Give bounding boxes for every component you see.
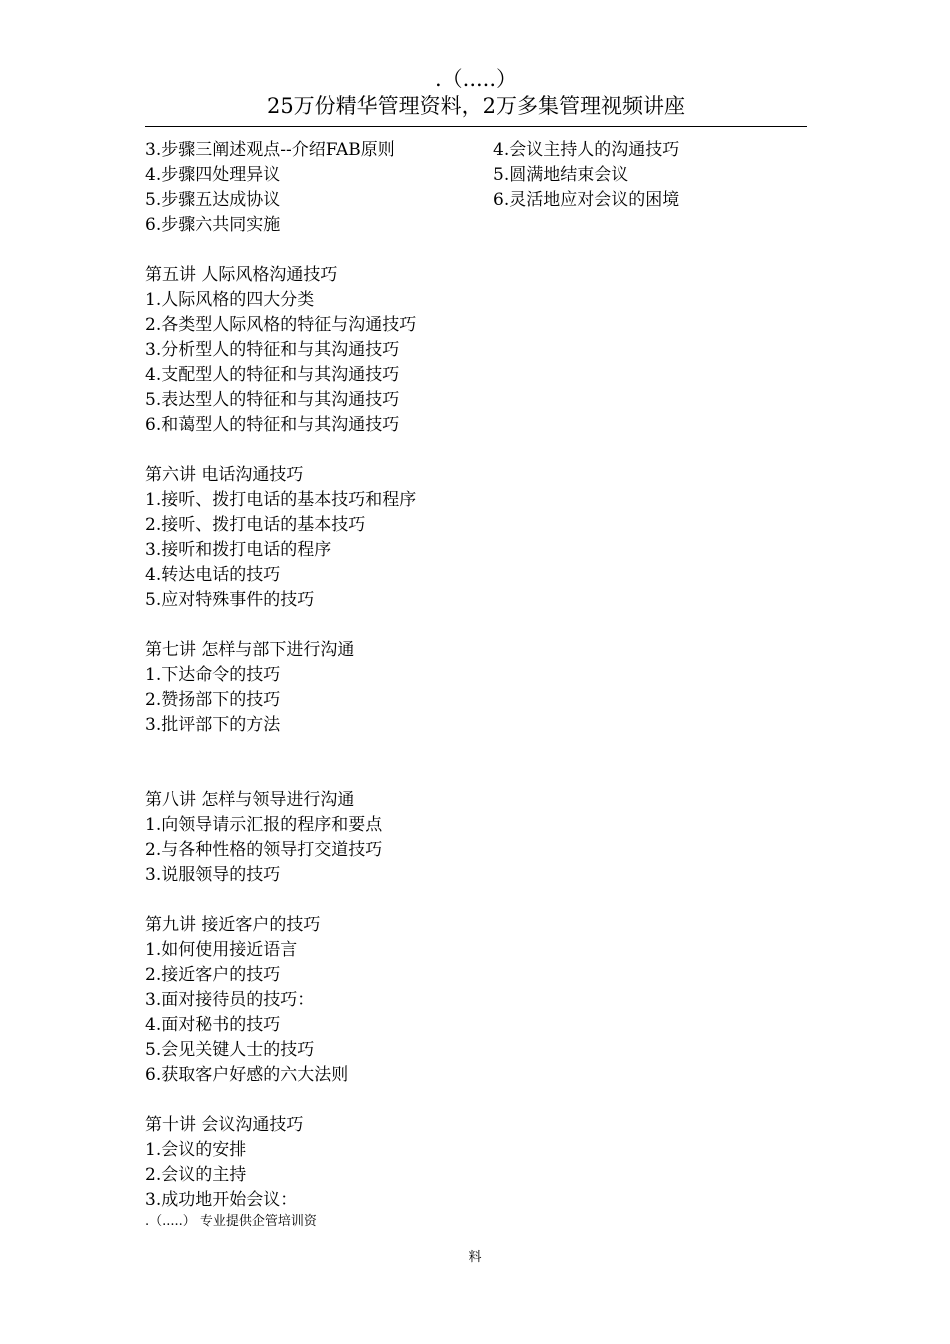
blank-line [145, 763, 485, 788]
section-heading: 第六讲 电话沟通技巧 [145, 465, 304, 485]
list-item: 3.接听和拨打电话的程序 [145, 540, 332, 560]
list-item: 5.表达型人的特征和与其沟通技巧 [145, 390, 400, 410]
list-item: 2.各类型人际风格的特征与沟通技巧 [145, 315, 417, 335]
list-item: 2.会议的主持 [145, 1165, 247, 1185]
list-item: 3.面对接待员的技巧： [145, 990, 315, 1010]
footer-continuation: 料 [468, 1250, 482, 1265]
list-item: 2.接听、拨打电话的基本技巧 [145, 515, 366, 535]
list-item: 1.人际风格的四大分类 [145, 290, 315, 310]
list-item: 6.灵活地应对会议的困境 [493, 190, 680, 210]
list-item: 1.接听、拨打电话的基本技巧和程序 [145, 490, 417, 510]
page-footer: .（.....） 专业提供企管培训资 [145, 1214, 317, 1229]
header-title-line1: .（.....） [434, 67, 518, 91]
list-item: 3.说服领导的技巧 [145, 865, 281, 885]
section-heading: 第七讲 怎样与部下进行沟通 [145, 640, 355, 660]
list-item: 2.接近客户的技巧 [145, 965, 281, 985]
section-heading: 第八讲 怎样与领导进行沟通 [145, 790, 355, 810]
list-item: 5.步骤五达成协议 [145, 190, 281, 210]
list-item: 4.支配型人的特征和与其沟通技巧 [145, 365, 400, 385]
left-column [145, 138, 485, 1213]
list-item: 2.与各种性格的领导打交道技巧 [145, 840, 383, 860]
list-item: 3.成功地开始会议： [145, 1190, 298, 1210]
list-item: 3.批评部下的方法 [145, 715, 281, 735]
list-item: 6.和蔼型人的特征和与其沟通技巧 [145, 415, 400, 435]
header-title-line2: 25万份精华管理资料，2万多集管理视频讲座 [266, 94, 686, 118]
list-item: 5.圆满地结束会议 [493, 165, 629, 185]
list-item: 6.获取客户好感的六大法则 [145, 1065, 349, 1085]
blank-line [145, 1088, 485, 1113]
blank-line [145, 438, 485, 463]
list-item: 6.步骤六共同实施 [145, 215, 281, 235]
list-item: 4.面对秘书的技巧 [145, 1015, 281, 1035]
list-item: 2.赞扬部下的技巧 [145, 690, 281, 710]
list-item: 3.分析型人的特征和与其沟通技巧 [145, 340, 400, 360]
section-heading: 第九讲 接近客户的技巧 [145, 915, 321, 935]
list-item: 1.会议的安排 [145, 1140, 247, 1160]
blank-line [145, 738, 485, 763]
blank-line [145, 238, 485, 263]
blank-line [145, 888, 485, 913]
list-item: 4.步骤四处理异议 [145, 165, 281, 185]
list-item: 4.会议主持人的沟通技巧 [493, 140, 680, 160]
section-heading: 第五讲 人际风格沟通技巧 [145, 265, 338, 285]
list-item: 3.步骤三阐述观点--介绍FAB原则 [145, 140, 395, 160]
blank-line [145, 613, 485, 638]
list-item: 1.下达命令的技巧 [145, 665, 281, 685]
list-item: 1.向领导请示汇报的程序和要点 [145, 815, 383, 835]
list-item: 5.会见关键人士的技巧 [145, 1040, 315, 1060]
list-item: 4.转达电话的技巧 [145, 565, 281, 585]
page-header [145, 66, 807, 120]
list-item: 5.应对特殊事件的技巧 [145, 590, 315, 610]
section-heading: 第十讲 会议沟通技巧 [145, 1115, 304, 1135]
list-item: 1.如何使用接近语言 [145, 940, 298, 960]
header-divider [145, 126, 807, 127]
right-column [493, 138, 813, 213]
